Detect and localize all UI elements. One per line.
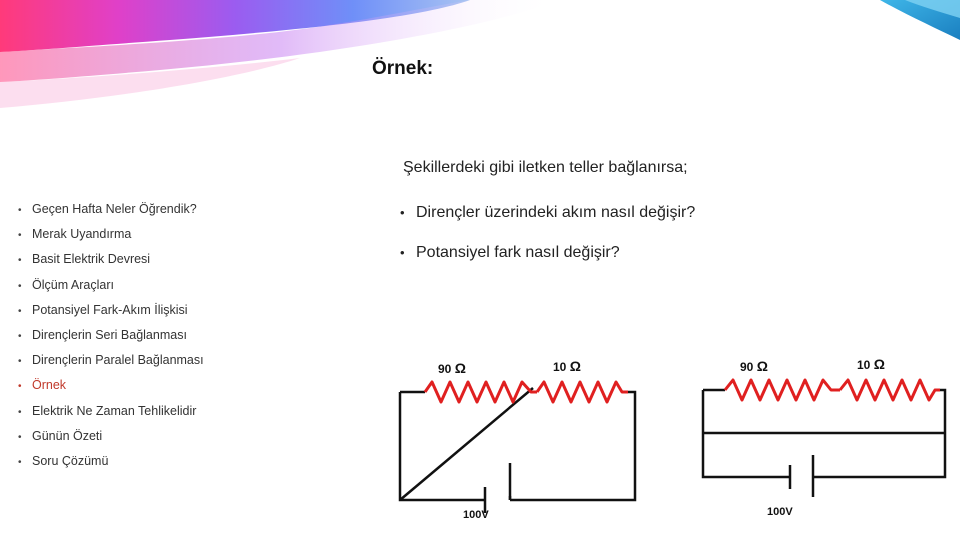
resistor-1 xyxy=(725,380,840,400)
agenda-item-active[interactable]: • Örnek xyxy=(18,375,204,400)
battery xyxy=(485,463,510,513)
question-item: • Potansiyel fark nasıl değişir? xyxy=(400,242,695,282)
short-wire xyxy=(400,388,533,500)
resistor-2 xyxy=(840,380,940,400)
wire xyxy=(510,392,635,500)
question-item: • Dirençler üzerindeki akım nasıl değişir? xyxy=(400,202,695,242)
slide-title: Örnek: xyxy=(372,58,434,79)
agenda-item[interactable]: • Basit Elektrik Devresi xyxy=(18,249,204,274)
resistor-1-label: 90 Ω xyxy=(438,360,466,376)
resistor-1-label: 90 Ω xyxy=(740,358,768,374)
agenda-item[interactable]: • Soru Çözümü xyxy=(18,451,204,476)
intro-text: Şekillerdeki gibi iletken teller bağlanırsa; xyxy=(403,159,688,176)
agenda-item[interactable]: • Günün Özeti xyxy=(18,426,204,451)
wire xyxy=(400,392,485,500)
circuit-diagram-2 xyxy=(695,345,960,525)
agenda-item[interactable]: • Merak Uyandırma xyxy=(18,224,204,249)
resistor-2-label: 10 Ω xyxy=(553,358,581,374)
agenda-item[interactable]: • Dirençlerin Paralel Bağlanması xyxy=(18,350,204,375)
agenda-item[interactable]: • Potansiyel Fark-Akım İlişkisi xyxy=(18,300,204,325)
battery xyxy=(790,455,813,497)
circuit-diagram-1 xyxy=(390,350,650,530)
agenda-item[interactable]: • Geçen Hafta Neler Öğrendik? xyxy=(18,199,204,224)
agenda-item[interactable]: • Elektrik Ne Zaman Tehlikelidir xyxy=(18,401,204,426)
agenda-item[interactable]: • Ölçüm Araçları xyxy=(18,275,204,300)
question-list xyxy=(400,202,695,282)
battery-label: 100V xyxy=(767,506,793,518)
resistor-2-label: 10 Ω xyxy=(857,356,885,372)
battery-label: 100V xyxy=(463,509,489,521)
resistor-2 xyxy=(537,382,628,402)
agenda-list xyxy=(18,199,204,476)
header-banner xyxy=(0,0,960,120)
agenda-item[interactable]: • Dirençlerin Seri Bağlanması xyxy=(18,325,204,350)
